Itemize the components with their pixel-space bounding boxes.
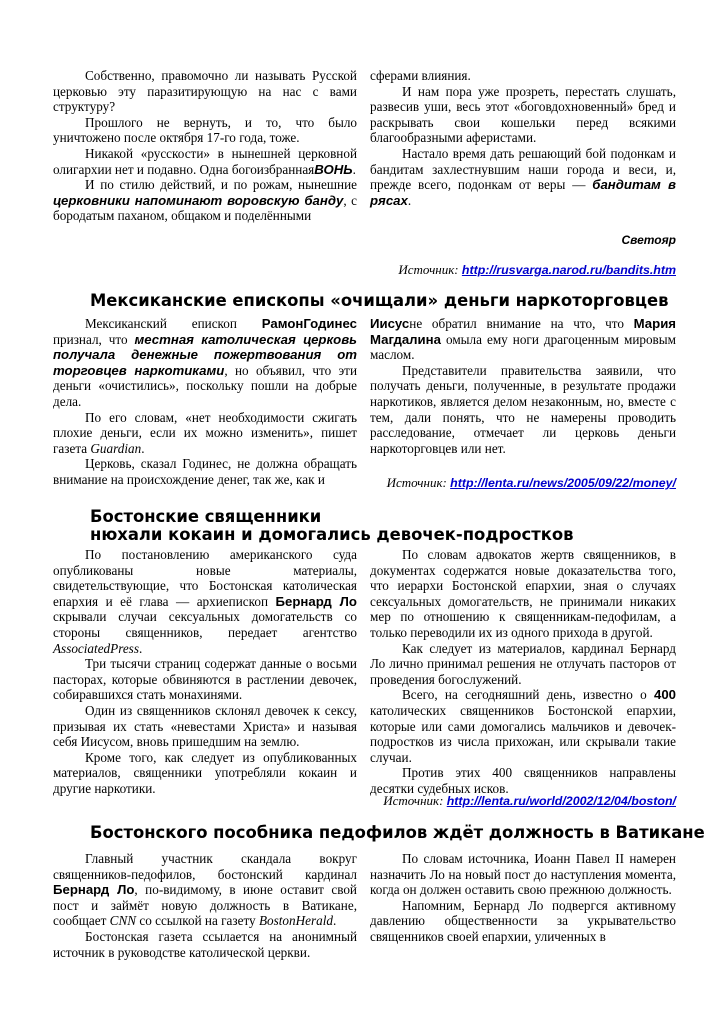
text-span: Всего, на сегодняшний день, известно о [402,687,654,703]
paragraph: Напомним, Бернард Ло подвергся активному давлению общественности за укрывательство священников своей епархии, уличенных в [370,897,676,944]
text-span: со ссылкой на газету [136,913,259,929]
emphasis-text: местная католическая церковь получала денежные пожертвования от торговцев наркотиками [53,331,358,378]
title-line: нюхали кокаин и домогались девочек-подростков [90,525,574,544]
paragraph: Прошлого не вернуть, и то, что было уничтожено после октября 17-го года, тоже. [53,114,357,146]
paragraph [53,177,357,224]
text-span: . [332,913,337,929]
text-span: , но объявил, что эти деньги «очистились», поскольку пошли на добрые дела. [53,362,358,409]
paragraph [53,547,357,656]
paragraph [370,316,676,363]
article3-left-column [53,851,357,960]
source-line [387,475,676,491]
paragraph [53,146,357,177]
paragraph: И нам пора уже прозреть, перестать слушать, развесив уши, весь этот «боговдохновенный» бред и раскрывать свои кошельки перед всякими благообразными аферистами. [370,83,676,146]
top-left-column [53,68,357,224]
author-signature: Светояр [621,233,676,247]
paragraph: сферами влияния. [370,68,471,83]
paragraph: Три тысячи страниц содержат данные о восьми пасторах, которые обвиняются в растлении девочек, собиравшихся стать монахинями. [53,656,357,703]
paragraph: По словам адвокатов жертв священников, в документах содержатся новые доказательства того, что иерархи Бостонской епархии, зная о случаях сексуальных домогательств, не принимали никаких мер по отношению к священникам-педофилам, а только переводили их из одного прихода в другой. [370,547,676,640]
source-link[interactable]: http://lenta.ru/news/2005/09/22/money/ [450,476,676,490]
media-name: CNN [109,913,137,929]
paragraph: Как следует из материалов, кардинал Бернард Ло лично принимал решения не отлучать пасторов от проведения богослужений. [370,640,676,687]
article1-left-column [53,316,357,488]
title-line: Бостонские священники [90,507,322,526]
top-right-column [370,68,676,208]
person-name: РамонГодинес [261,316,357,331]
paragraph: Бостонская газета ссылается на анонимный источник в руководстве католической церкви. [53,928,357,960]
text-span: Никакой «русскости» в нынешней церковной олигархии нет и подавно. Одна богоизбранная [53,145,357,177]
text-span: Настало время дать решающий бой подонкам и бандитам захлестнувшим наши города и веси, и, прежде всего, подонкам от веры — [370,145,676,193]
source-line [383,793,676,809]
text-span: скрывали случаи сексуальных домогательств со стороны священников, передает агентство [53,609,357,640]
paragraph: Против этих 400 священников направлены десятки судебных исков. [370,765,676,796]
person-name: Бернард Ло [53,882,135,898]
person-name: Иисус [370,316,410,331]
publication-name: Guardian [90,440,142,456]
source-label: Источник: [383,793,447,808]
paragraph: По словам источника, Иоанн Павел II намерен назначить Ло на новый пост до наступления момента, когда он должен оставить свою прежнюю должность. [370,851,676,898]
source-link[interactable]: http://lenta.ru/world/2002/12/04/boston/ [446,794,676,808]
source-label: Источник: [386,475,451,490]
text-span: Главный участник скандала вокруг священников-педофилов, бостонский кардинал [53,851,357,882]
text-span: признал, что [53,331,135,347]
article2-right-column [370,547,676,797]
paragraph [53,316,357,410]
paragraph [53,410,357,457]
text-span: И по стилю действий, и по рожам, нынешние [85,177,357,193]
agency-name: AssociatedPress [53,640,139,656]
publication-name: BostonHerald [258,913,333,929]
text-span: . [141,440,145,456]
text-span: По его словам, «нет необходимости сжигать плохие деньги, если их можно изменить», пишет газета [53,409,357,456]
article-title: Мексиканские епископы «очищали» деньги наркоторговцев [90,291,669,310]
emphasis-text: церковники напоминают воровскую банду [53,192,344,208]
text-span: По постановлению американского суда опубликованы новые материалы, свидетельствующие, что Бостонская католическая епархия и её глава — архиепископ [53,547,357,609]
person-name: Бернард Ло [275,593,357,609]
article-title [90,508,574,544]
source-link[interactable]: http://rusvarga.narod.ru/bandits.htm [461,263,676,277]
emphasis-text: ВОНЬ [314,161,353,177]
text-span: , с бородатым паханом, общаком и поделёнными [53,192,357,224]
person-name: Мария Магдалина [370,316,676,347]
text-span: . [407,192,412,208]
count-number: 400 [653,687,676,703]
paragraph [370,146,676,208]
text-span: омыла ему ноги драгоценным мировым маслом. [370,331,676,363]
paragraph [53,851,357,929]
article3-right-column [370,851,676,945]
article-title: Бостонского пособника педофилов ждёт должность в Ватикане [90,823,705,842]
emphasis-text: бандитам в рясах [370,177,676,208]
paragraph: Церковь, сказал Годинес, не должна обращать внимание на происхождение денег, так же, как и [53,456,357,487]
text-span: . [352,161,356,177]
source-line [398,262,676,278]
paragraph: Один из священников склонял девочек к сексу, призывая их стать «невестами Христа» и называя себя Иисусом, вновь пришедшим на землю. [53,702,357,750]
article2-left-column [53,547,357,797]
paragraph: Собственно, правомочно ли называть Русской церковью эту паразитирующую на нас с вами структуру? [53,68,357,115]
paragraph: Кроме того, как следует из опубликованных материалов, священники употребляли кокаин и другие наркотики. [53,749,357,796]
text-span: , по-видимому, в июне оставит свой пост и займёт новую должность в Ватикане, сообщает [53,882,357,929]
source-label: Источник: [398,262,462,277]
text-span: . [138,640,143,656]
paragraph: Представители правительства заявили, что получать деньги, полученные, в результате продажи наркотиков, является делом незаконным, но, вместе с тем, дали понять, что не намерены проводить расследование, отмечает ли церковь деньги наркоторговцев или нет. [370,362,676,456]
text-span: Мексиканский епископ [85,316,262,331]
paragraph [370,687,676,765]
text-span: католических священников Бостонской епархии, которые или сами домогались мальчиков и девочек-подростков из числа прихожан, или скрывали такие случаи. [370,702,676,765]
text-span: не обратил внимание на что, что [409,316,634,331]
article1-right-column [370,316,676,456]
